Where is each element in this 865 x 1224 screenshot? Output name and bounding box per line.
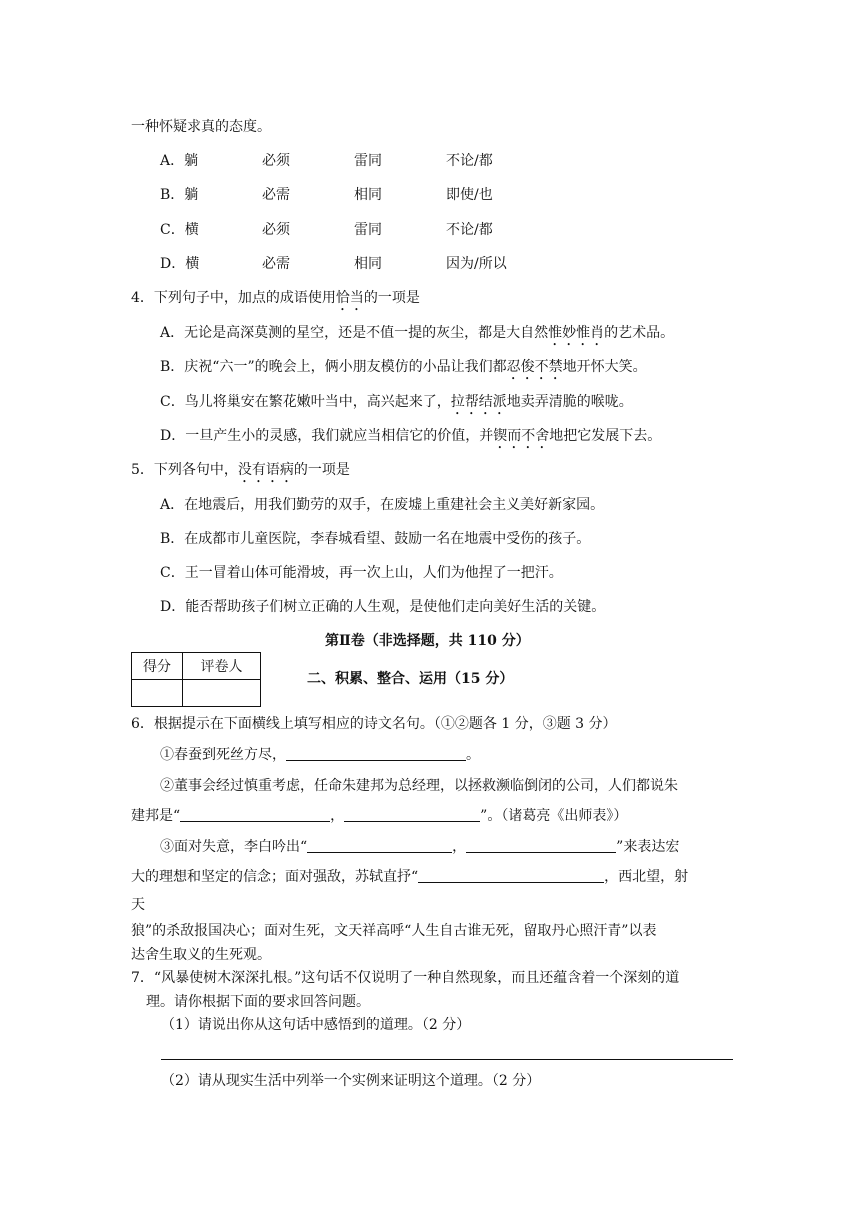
part2-title: 第Ⅱ卷（非选择题，共 110 分） [325, 633, 530, 649]
q6-item-3-line4: 狼”的杀敌报国决心；面对生死，文天祥高呼“人生自古谁无死，留取丹心照汗青”以表 [131, 923, 657, 939]
answer-blank[interactable] [418, 868, 604, 883]
option-word: 不论/都 [446, 153, 493, 169]
q7-part-2: （2）请从现实生活中列举一个实例来证明这个道理。（2 分） [161, 1073, 541, 1089]
grader-header: 评卷人 [183, 653, 261, 680]
item-text: ，西北望，射 [604, 869, 689, 885]
q5-option-a: A．在地震后，用我们勤劳的双手，在废墟上重建社会主义美好新家园。 [160, 497, 605, 513]
option-word: 即使/也 [446, 187, 493, 203]
answer-blank[interactable] [180, 807, 330, 822]
option-text: 的艺术品。 [604, 325, 675, 341]
item-text: 大的理想和坚定的信念；面对强敌，苏轼直抒“ [131, 869, 419, 885]
emphasis-idiom: 拉帮结派 [450, 394, 507, 410]
q4-option-a [160, 323, 674, 349]
stem-text: 的一项是 [293, 462, 350, 478]
item-text: 建邦是“ [131, 808, 181, 824]
q4-option-c [160, 392, 633, 418]
q6-item-1 [160, 745, 480, 765]
option-word: 不论/都 [446, 222, 493, 238]
option-text: 地把它发展下去。 [549, 428, 662, 444]
option-text: A．无论是高深莫测的星空，还是不值一提的灰尘，都是大自然 [160, 325, 549, 341]
option-word: 必需 [262, 187, 290, 203]
answer-blank[interactable] [466, 838, 616, 853]
item-text: ③面对失意，李白吟出“ [160, 839, 308, 855]
q4-stem [131, 288, 420, 314]
stem-text: 4．下列句子中，加点的成语使用 [131, 290, 336, 306]
stem-text: 5．下列各句中， [131, 462, 238, 478]
option-word: 相同 [354, 256, 382, 272]
item-text: ”来表达宏 [616, 839, 680, 855]
answer-blank[interactable] [307, 838, 452, 853]
item-text: ， [330, 808, 345, 824]
grader-cell [183, 680, 261, 707]
option-text: D．一旦产生小的灵感，我们就应当相信它的价值，并 [160, 428, 494, 444]
q6-item-3-line3: 天 [131, 897, 145, 913]
q5-option-d: D．能否帮助孩子们树立正确的人生观，是使他们走向美好生活的关键。 [160, 599, 606, 615]
option-word: 必须 [262, 153, 290, 169]
emphasis-text: 没有语病 [237, 462, 294, 478]
q6-item-2-line1: ②董事会经过慎重考虑，任命朱建邦为总经理，以拯救濒临倒闭的公司，人们都说朱 [160, 778, 678, 794]
option-word: 雷同 [354, 153, 382, 169]
option-letter: C．横 [160, 222, 199, 238]
option-text: 地卖弄清脆的喉咙。 [506, 394, 633, 410]
q5-option-c: C．王一冒着山体可能滑坡，再一次上山，人们为他捏了一把汗。 [160, 565, 563, 581]
q6-stem: 6．根据提示在下面横线上填写相应的诗文名句。（①②题各 1 分，③题 3 分） [131, 716, 617, 732]
q7-stem-line1: 7．“风暴使树木深深扎根。”这句话不仅说明了一种自然现象，而且还蕴含着一个深刻的道 [131, 970, 680, 986]
q7-part-1: （1）请说出你从这句话中感悟到的道理。（2 分） [161, 1017, 471, 1033]
option-letter: A．躺 [160, 153, 199, 169]
item-text: ， [452, 839, 467, 855]
emphasis-idiom: 锲而不舍 [493, 428, 550, 444]
option-word: 因为/所以 [446, 256, 507, 272]
q6-item-3-line2 [131, 867, 688, 887]
option-letter: D．横 [160, 256, 200, 272]
item-text: 。 [466, 747, 480, 763]
q6-item-3-line1 [160, 837, 679, 857]
option-text: B．庆祝“六一”的晚会上，俩小朋友模仿的小品让我们都 [160, 359, 507, 375]
option-word: 必须 [262, 222, 290, 238]
score-cell [132, 680, 183, 707]
option-word: 雷同 [354, 222, 382, 238]
answer-blank[interactable] [344, 807, 480, 822]
q6-item-3-line5: 达舍生取义的生死观。 [131, 947, 271, 963]
q7-stem-line2: 理。请你根据下面的要求回答问题。 [146, 994, 370, 1010]
item-text: ①春蚕到死丝方尽， [160, 747, 286, 763]
emphasis-idiom: 惟妙惟肖 [548, 325, 605, 341]
score-table [131, 652, 261, 707]
option-text: C．鸟儿将巢安在繁花嫩叶当中，高兴起来了， [160, 394, 451, 410]
option-text: 地开怀大笑。 [562, 359, 647, 375]
q5-stem [131, 460, 350, 486]
option-word: 相同 [354, 187, 382, 203]
q4-option-b [160, 357, 647, 383]
answer-blank[interactable] [286, 746, 466, 761]
item-text: ”。（诸葛亮《出师表》） [480, 808, 628, 824]
option-word: 必需 [262, 256, 290, 272]
section2-title: 二、积累、整合、运用（15 分） [307, 671, 514, 687]
q4-option-d [160, 426, 661, 452]
q7-answer-line[interactable] [161, 1059, 733, 1060]
score-header: 得分 [132, 653, 183, 680]
q5-option-b: B．在成都市儿童医院，李春城看望、鼓励一名在地震中受伤的孩子。 [160, 531, 591, 547]
q6-item-2-line2 [131, 806, 627, 826]
emphasis-idiom: 忍俊不禁 [506, 359, 563, 375]
emphasis-text: 恰当 [335, 290, 364, 306]
option-letter: B．躺 [160, 187, 199, 203]
intro-line: 一种怀疑求真的态度。 [131, 119, 271, 135]
stem-text: 的一项是 [363, 290, 420, 306]
